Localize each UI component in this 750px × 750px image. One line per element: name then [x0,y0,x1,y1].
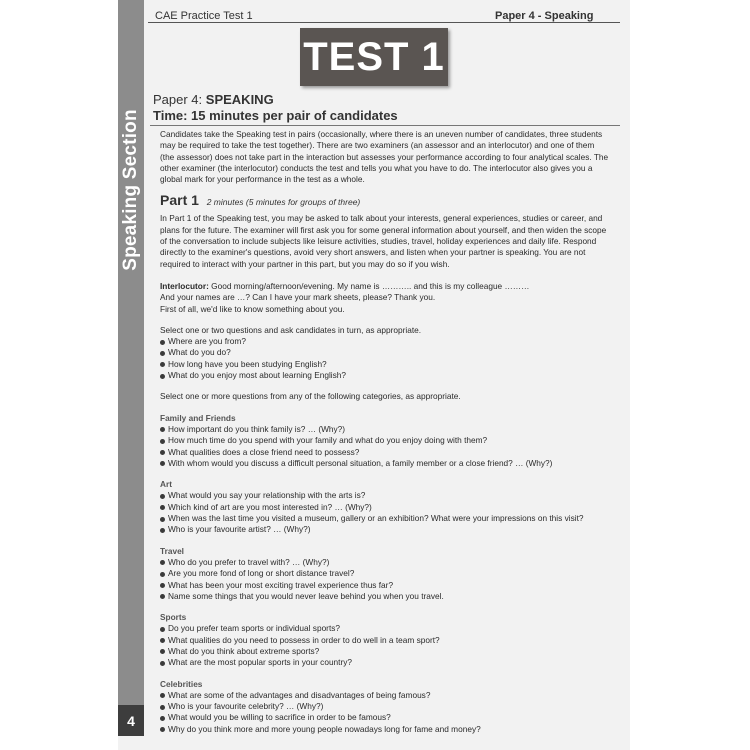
paper-title [153,92,274,107]
list-item: What do you enjoy most about learning English? [160,370,610,381]
header-paper-name: Paper 4 - Speaking [495,10,594,22]
paper-label: Paper 4: [153,92,203,107]
list-item: Name some things that you would never leave behind you when you travel. [160,591,610,602]
list-item: How long have you been studying English? [160,359,610,370]
interlocutor-text-1: Good morning/afternoon/evening. My name is ……….. and this is my colleague ……… [211,280,530,291]
list-item: How much time do you spend with your family and what do you enjoy doing with them? [160,435,610,446]
list-item: Where are you from? [160,336,610,347]
category-heading-sports: Sports [160,612,187,623]
main-content [160,129,610,735]
sidebar-label-text: Speaking Section [120,109,141,271]
interlocutor-line-1 [160,281,610,292]
section-divider [150,125,620,126]
list-item: Which kind of art are you most interested in? … (Why?) [160,502,610,513]
select-intro-instruction: Select one or two questions and ask candidates in turn, as appropriate. [160,324,422,335]
list-item: What would you say your relationship with the arts is? [160,490,610,501]
list-item: What are some of the advantages and disadvantages of being famous? [160,690,610,701]
category-list-celebrities [160,690,610,735]
category-heading-travel: Travel [160,545,184,556]
test-title-box: TEST 1 [300,28,448,86]
list-item: Who is your favourite celebrity? … (Why?) [160,701,610,712]
header-test-name: CAE Practice Test 1 [155,10,253,22]
list-item: What do you do? [160,347,610,358]
interlocutor-line-2: And your names are …? Can I have your mark sheets, please? Thank you. [160,292,436,303]
intro-paragraph: Candidates take the Speaking test in pairs (occasionally, where there is an uneven number of candidates, three students may be required to take the test together). There are two examiners (an assessor and an interlocutor) and one of them (the assessor) does not take part in the interaction but assesses your performance according to four analytical scales. The other examiner (the interlocutor) conducts the test and tells you what you have to do. The interlocutor also gives you a global mark for your performance in the test as a whole. [160,129,609,185]
part1-duration: 2 minutes (5 minutes for groups of three) [206,197,361,208]
list-item: How important do you think family is? … (Why?) [160,424,610,435]
list-item: Do you prefer team sports or individual sports? [160,623,610,634]
list-item: What has been your most exciting travel experience thus far? [160,580,610,591]
select-categories-instruction: Select one or more questions from any of the following categories, as appropriate. [160,391,461,402]
list-item: Why do you think more and more young people nowadays long for fame and money? [160,724,610,735]
list-item: What qualities do you need to possess in order to do well in a team sport? [160,635,610,646]
part1-description: In Part 1 of the Speaking test, you may be asked to talk about your interests, general experiences, studies or career, and plans for the future. The examiner will first ask you for some general information about yourself, and then widen the scope of the conversation to include subjects like leisure activities, studies, travel, holiday experiences and daily life. Respond directly to the examiner's questions, avoid very short answers, and listen when your partner is speaking. You are not required to interact with your partner in this part, but you may do so if you wish. [160,213,607,269]
list-item: What qualities does a close friend need to possess? [160,447,610,458]
list-item: Who is your favourite artist? … (Why?) [160,524,610,535]
time-allowance: Time: 15 minutes per pair of candidates [153,108,398,123]
interlocutor-label: Interlocutor: [160,280,209,291]
category-heading-celebrities: Celebrities [160,678,203,689]
list-item: What are the most popular sports in your country? [160,657,610,668]
category-heading-family: Family and Friends [160,412,236,423]
paper-name: SPEAKING [205,92,274,107]
list-item: What do you think about extreme sports? [160,646,610,657]
part1-title: Part 1 [160,192,199,209]
category-list-art [160,490,610,535]
category-list-sports [160,623,610,668]
list-item: With whom would you discuss a difficult personal situation, a family member or a close friend? … (Why?) [160,458,610,469]
list-item: What would you be willing to sacrifice in order to be famous? [160,712,610,723]
category-list-travel [160,557,610,602]
list-item: Who do you prefer to travel with? … (Why?) [160,557,610,568]
header-divider [148,22,620,23]
intro-question-list [160,336,610,381]
sidebar-label [118,90,144,290]
category-list-family [160,424,610,469]
list-item: Are you more fond of long or short distance travel? [160,568,610,579]
category-heading-art: Art [160,479,172,490]
part1-heading [160,191,610,211]
interlocutor-line-3: First of all, we'd like to know something about you. [160,303,345,314]
page-number: 4 [118,705,144,736]
list-item: When was the last time you visited a museum, gallery or an exhibition? What were your impressions on this visit? [160,513,610,524]
